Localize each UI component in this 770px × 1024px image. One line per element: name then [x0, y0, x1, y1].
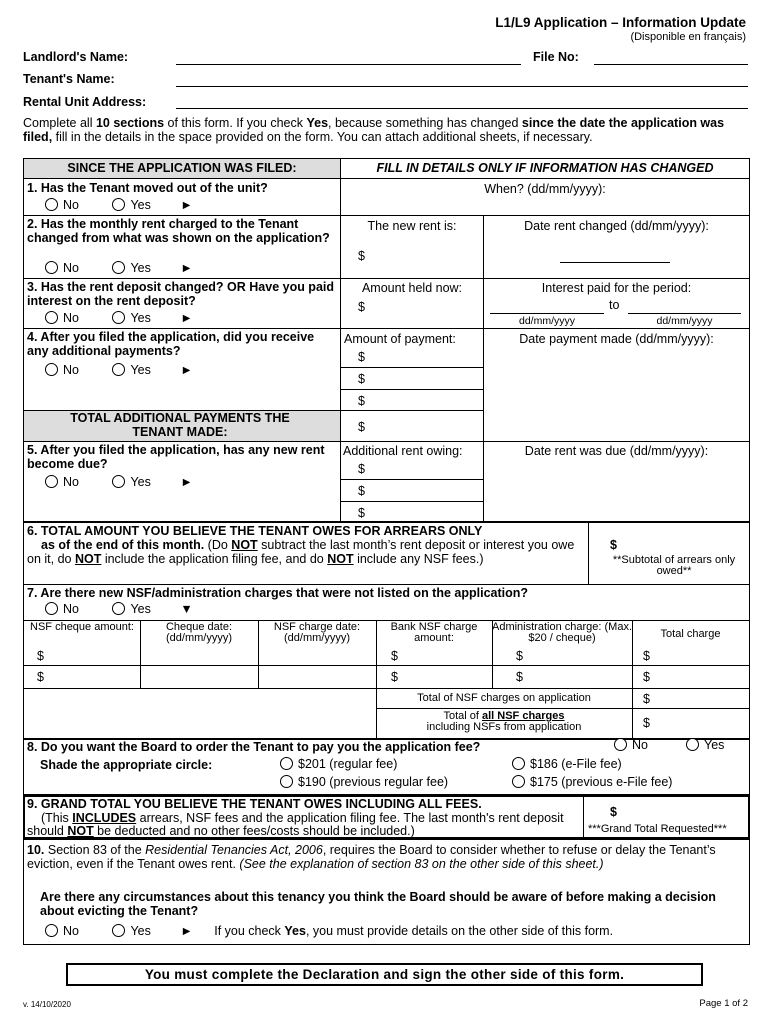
q1-text: 1. Has the Tenant moved out of the unit? — [27, 181, 268, 195]
q4-yes[interactable]: Yes — [112, 363, 150, 377]
radio-icon[interactable] — [112, 261, 125, 274]
rental-unit-label: Rental Unit Address: — [23, 95, 147, 109]
divider — [140, 620, 141, 688]
radio-icon[interactable] — [45, 475, 58, 488]
nsf-r2-c5: $ — [516, 670, 523, 684]
q5-dollar-3: $ — [358, 506, 365, 520]
rental-unit-input[interactable] — [176, 108, 748, 109]
nsf-r2-c1: $ — [37, 670, 44, 684]
divider — [24, 665, 749, 666]
divider — [341, 501, 483, 502]
arrow-right-icon: ► — [180, 363, 193, 377]
nsf-col-1: NSF cheque amount: — [30, 621, 134, 633]
radio-icon[interactable] — [112, 198, 125, 211]
radio-icon[interactable] — [112, 363, 125, 376]
q1-when-label: When? (dd/mm/yyyy): — [484, 182, 606, 196]
arrow-right-icon: ► — [180, 261, 193, 275]
radio-icon[interactable] — [45, 198, 58, 211]
nsf-col-3: NSF charge date: (dd/mm/yyyy) — [273, 621, 361, 644]
arrow-right-icon: ► — [180, 311, 193, 325]
q3-yes[interactable]: Yes — [112, 311, 150, 325]
divider — [258, 620, 259, 688]
fee-175[interactable]: $175 (previous e-File fee) — [512, 775, 672, 789]
fee-186[interactable]: $186 (e-File fee) — [512, 757, 622, 771]
radio-icon[interactable] — [280, 775, 293, 788]
intro-text: Complete all 10 sections of this form. If you check Yes, because something has changed since the date the application was filed, fill in the details in the space provided on the form. You can attach additional sheets, if necessary. — [23, 116, 725, 144]
q5-owing-label: Additional rent owing: — [343, 444, 463, 458]
q8-yes[interactable]: Yes — [686, 738, 724, 752]
landlord-name-label: Landlord's Name: — [23, 50, 129, 64]
nsf-total-all-dollar: $ — [643, 716, 650, 730]
q6-dollar: $ — [610, 538, 617, 552]
fee-201[interactable]: $201 (regular fee) — [280, 757, 397, 771]
divider — [24, 215, 749, 216]
q1-yes[interactable]: Yes — [112, 198, 150, 212]
q3-amount-held-label: Amount held now: — [361, 281, 463, 295]
radio-icon[interactable] — [112, 924, 125, 937]
q9-text: 9. GRAND TOTAL YOU BELIEVE THE TENANT OWES INCLUDING ALL FEES. (This INCLUDES arrears, NSF fees and the application filing fee. The last month's rent deposit should NOT be deducted and no other fees/costs should be included.) — [27, 797, 564, 838]
q7-yes[interactable]: Yes — [112, 602, 150, 616]
form-subtitle: (Disponible en français) — [630, 31, 746, 43]
radio-icon[interactable] — [112, 475, 125, 488]
radio-icon[interactable] — [512, 775, 525, 788]
nsf-r1-c5: $ — [516, 649, 523, 663]
q2-yes[interactable]: Yes — [112, 261, 150, 275]
radio-icon[interactable] — [45, 924, 58, 937]
nsf-col-2: Cheque date: (dd/mm/yyyy) — [165, 621, 233, 644]
divider — [24, 328, 749, 329]
q3-options — [45, 311, 193, 325]
q4-options — [45, 363, 193, 377]
radio-icon[interactable] — [686, 738, 699, 751]
fee-190[interactable]: $190 (previous regular fee) — [280, 775, 448, 789]
q2-date-input[interactable] — [560, 262, 670, 263]
nsf-total-all-label: Total of all NSF charges including NSFs from application — [426, 710, 582, 733]
q3-to-date-input[interactable] — [628, 313, 741, 314]
q4-total-dollar: $ — [358, 420, 365, 434]
divider — [24, 521, 749, 523]
q2-dollar: $ — [358, 249, 365, 263]
arrow-right-icon: ► — [180, 198, 193, 212]
radio-icon[interactable] — [45, 363, 58, 376]
q8-no[interactable]: No — [614, 738, 648, 752]
radio-icon[interactable] — [280, 757, 293, 770]
q2-text: 2. Has the monthly rent charged to the Tenant changed from what was shown on the application? — [27, 217, 330, 245]
nsf-total-app-dollar: $ — [643, 692, 650, 706]
q4-amount-label: Amount of payment: — [344, 332, 456, 346]
q7-no[interactable]: No — [45, 602, 79, 616]
nsf-r1-c6: $ — [643, 649, 650, 663]
nsf-r2-c4: $ — [391, 670, 398, 684]
q2-no[interactable]: No — [45, 261, 79, 275]
radio-icon[interactable] — [45, 311, 58, 324]
q3-no[interactable]: No — [45, 311, 79, 325]
nsf-col-5: Administration charge: (Max. $20 / cheque) — [492, 621, 632, 644]
nsf-r1-c1: $ — [37, 649, 44, 663]
q3-date-format-2: dd/mm/yyyy — [656, 315, 713, 327]
divider — [24, 584, 749, 585]
q4-total-label: TOTAL ADDITIONAL PAYMENTS THE TENANT MADE: — [70, 411, 290, 439]
q9-dollar: $ — [610, 805, 617, 819]
divider — [588, 522, 589, 584]
divider — [340, 159, 341, 521]
q10-no[interactable]: No — [45, 924, 79, 938]
divider — [341, 367, 483, 368]
divider — [483, 328, 484, 522]
q8-shade-label: Shade the appropriate circle: — [40, 758, 213, 772]
landlord-name-input[interactable] — [176, 64, 521, 65]
q1-options — [45, 198, 193, 212]
q5-dollar-1: $ — [358, 462, 365, 476]
radio-icon[interactable] — [45, 261, 58, 274]
file-no-input[interactable] — [594, 64, 748, 65]
q5-no[interactable]: No — [45, 475, 79, 489]
q3-from-date-input[interactable] — [490, 313, 604, 314]
q7-options — [45, 602, 193, 616]
version: v. 14/10/2020 — [23, 1000, 71, 1009]
file-no-label: File No: — [533, 50, 579, 64]
declaration-banner: You must complete the Declaration and sign the other side of this form. — [66, 963, 703, 986]
divider — [341, 389, 483, 390]
q10-text: 10. Section 83 of the Residential Tenancies Act, 2006, requires the Board to consider whether to refuse or delay the Tenant’s eviction, even if the Tenant owes rent. (See the explanation of section 83 on the other side of this sheet.) — [27, 843, 716, 871]
radio-icon[interactable] — [512, 757, 525, 770]
q4-date-label: Date payment made (dd/mm/yyyy): — [519, 332, 714, 346]
divider — [24, 688, 749, 689]
arrow-right-icon: ► — [180, 924, 193, 938]
nsf-col-6: Total charge — [660, 628, 721, 640]
q10-question: Are there any circumstances about this tenancy you think the Board should be aware of before making a decision about evicting the Tenant? — [40, 890, 716, 918]
q5-yes[interactable]: Yes — [112, 475, 150, 489]
q10-yes[interactable]: Yes — [112, 924, 150, 938]
q3-date-format-1: dd/mm/yyyy — [518, 315, 575, 327]
divider — [632, 620, 633, 738]
q10-options — [45, 924, 613, 938]
q9-note: ***Grand Total Requested*** — [588, 823, 727, 835]
divider — [24, 278, 749, 279]
form-title: L1/L9 Application – Information Update — [495, 15, 746, 30]
q8-text: 8. Do you want the Board to order the Tenant to pay you the application fee? — [27, 740, 481, 754]
q4-dollar-2: $ — [358, 372, 365, 386]
q6-note: **Subtotal of arrears only owed** — [612, 554, 736, 577]
q3-text: 3. Has the rent deposit changed? OR Have you paid interest on the rent deposit? — [27, 280, 335, 308]
tenant-name-input[interactable] — [176, 86, 748, 87]
q3-dollar: $ — [358, 300, 365, 314]
q2-options — [45, 261, 193, 275]
q4-dollar-1: $ — [358, 350, 365, 364]
divider — [24, 178, 749, 179]
q5-dollar-2: $ — [358, 484, 365, 498]
nsf-r2-c6: $ — [643, 670, 650, 684]
q4-text: 4. After you filed the application, did you receive any additional payments? — [27, 330, 315, 358]
header-left: SINCE THE APPLICATION WAS FILED: — [67, 161, 297, 175]
q10-if-yes: If you check Yes, you must provide details on the other side of this form. — [214, 924, 614, 938]
nsf-col-4: Bank NSF charge amount: — [390, 621, 478, 644]
q3-to: to — [609, 298, 620, 312]
q2-date-label: Date rent changed (dd/mm/yyyy): — [524, 219, 709, 233]
q5-options — [45, 475, 193, 489]
q3-interest-label: Interest paid for the period: — [541, 281, 692, 295]
q5-text: 5. After you filed the application, has any new rent become due? — [27, 443, 325, 471]
tenant-name-label: Tenant's Name: — [23, 72, 115, 86]
q4-dollar-3: $ — [358, 394, 365, 408]
divider — [583, 797, 584, 837]
radio-icon[interactable] — [45, 602, 58, 615]
q1-no[interactable]: No — [45, 198, 79, 212]
q7-text: 7. Are there new NSF/administration charges that were not listed on the application? — [27, 586, 529, 600]
divider — [24, 441, 749, 442]
header-right: FILL IN DETAILS ONLY IF INFORMATION HAS CHANGED — [376, 161, 714, 175]
divider — [341, 479, 483, 480]
q4-no[interactable]: No — [45, 363, 79, 377]
nsf-r1-c4: $ — [391, 649, 398, 663]
divider — [376, 708, 749, 709]
arrow-down-icon: ▼ — [180, 602, 193, 616]
q5-date-label: Date rent was due (dd/mm/yyyy): — [524, 444, 709, 458]
radio-icon[interactable] — [112, 602, 125, 615]
radio-icon[interactable] — [614, 738, 627, 751]
q2-new-rent-label: The new rent is: — [367, 219, 457, 233]
nsf-total-app-label: Total of NSF charges on application — [417, 692, 591, 704]
arrow-right-icon: ► — [180, 475, 193, 489]
page-number: Page 1 of 2 — [699, 998, 748, 1009]
divider — [492, 620, 493, 688]
q6-text: 6. TOTAL AMOUNT YOU BELIEVE THE TENANT OWES FOR ARREARS ONLY as of the end of this month. (Do NOT subtract the last month’s rent deposit or interest you owe on it, do NOT include the application filing fee, and do NOT include any NSF fees.) — [27, 524, 575, 566]
radio-icon[interactable] — [112, 311, 125, 324]
